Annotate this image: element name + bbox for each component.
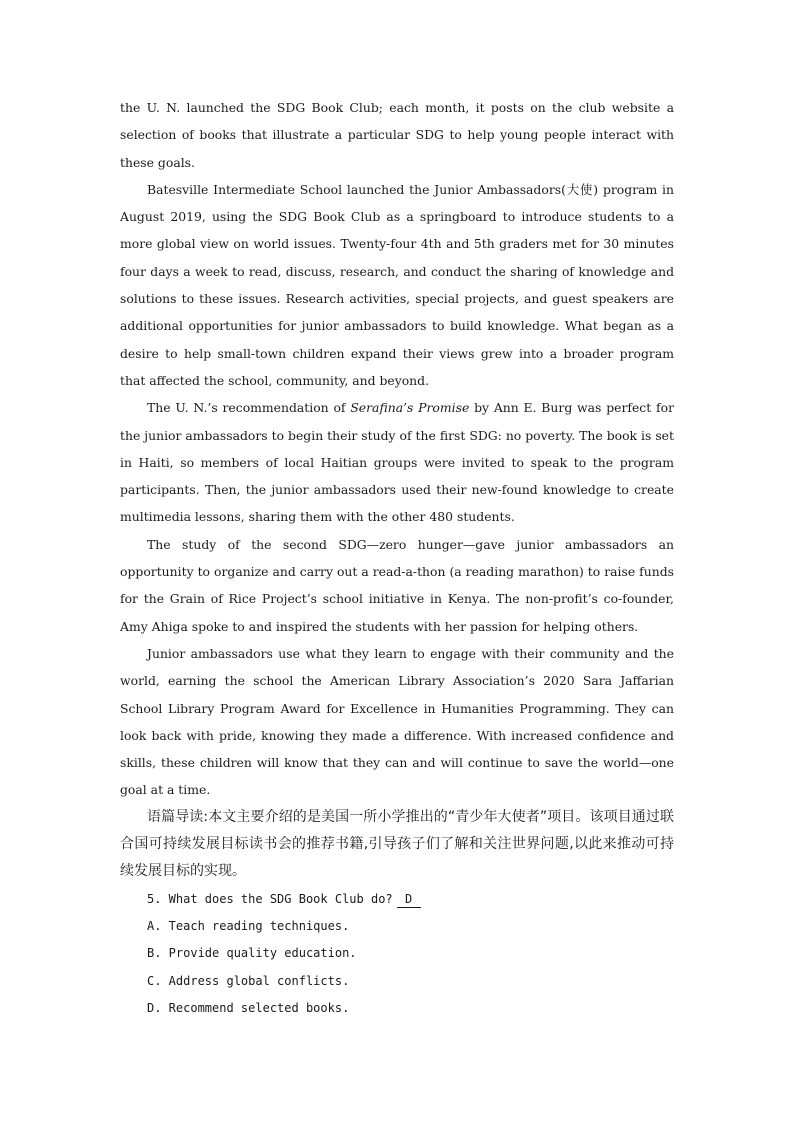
paragraph-batesville: Batesville Intermediate School launched the Junior Ambassadors(大使) program in August 2019, using the SDG Book Club as a springboard to introduce students to a more global view on world issues. Twenty-four 4th and 5th graders met for 30 minutes four days a week to read, discuss, research, and conduct the sharing of knowledge and solutions to these issues. Research activities, special projects, and guest speakers are additional opportunities for junior ambassadors to build knowledge. What began as a desire to help small-town children expand their views grew into a broader program that affected the school, community, and beyond. bbox=[120, 181, 674, 388]
paragraph-serafina bbox=[120, 394, 674, 530]
book-title: Serafina’s Promise bbox=[350, 400, 470, 416]
option-d: D. Recommend selected books. bbox=[147, 1000, 350, 1015]
option-b: B. Provide quality education. bbox=[147, 946, 357, 961]
answer-blank: D bbox=[397, 891, 421, 908]
question-stem bbox=[120, 886, 674, 913]
paragraph-serafina-pre: The U. N.’s recommendation of bbox=[147, 400, 351, 416]
question-text: 5. What does the SDG Book Club do? bbox=[147, 891, 393, 906]
paragraph-zero-hunger: The study of the second SDG—zero hunger—gave junior ambassadors an opportunity to organize and carry out a read-a-thon (a reading marathon) to raise funds for the Grain of Rice Project’s school initiative in Kenya. The non-profit’s co-founder, Amy Ahiga spoke to and inspired the students with her passion for helping others. bbox=[120, 536, 674, 634]
paragraph-award: Junior ambassadors use what they learn to engage with their community and the world, earning the school the American Library Association’s 2020 Sara Jaffarian School Library Program Award for Excellence in Humanities Programming. They can look back with pride, knowing they made a difference. With increased confidence and skills, these children will know that they can and will continue to save the world—one goal at a time. bbox=[120, 645, 674, 798]
option-a: A. Teach reading techniques. bbox=[147, 918, 350, 933]
paragraph-serafina-post: by Ann E. Burg was perfect for the junior ambassadors to begin their study of the first SDG: no poverty. The book is set in Haiti, so members of local Haitian groups were invited to speak to the program participants. Then, the junior ambassadors used their new-found knowledge to create multimedia lessons, sharing them with the other 480 students. bbox=[120, 400, 674, 525]
document-page bbox=[120, 94, 674, 1022]
option-c: C. Address global conflicts. bbox=[147, 973, 350, 988]
reading-guide: 语篇导读:本文主要介绍的是美国一所小学推出的“青少年大使者”项目。该项目通过联合国可持续发展目标读书会的推荐书籍,引导孩子们了解和关注世界问题,以此来推动可持续发展目标的实现。 bbox=[120, 808, 674, 880]
paragraph-intro-continued: the U. N. launched the SDG Book Club; each month, it posts on the club website a selection of books that illustrate a particular SDG to help young people interact with these goals. bbox=[120, 100, 674, 170]
